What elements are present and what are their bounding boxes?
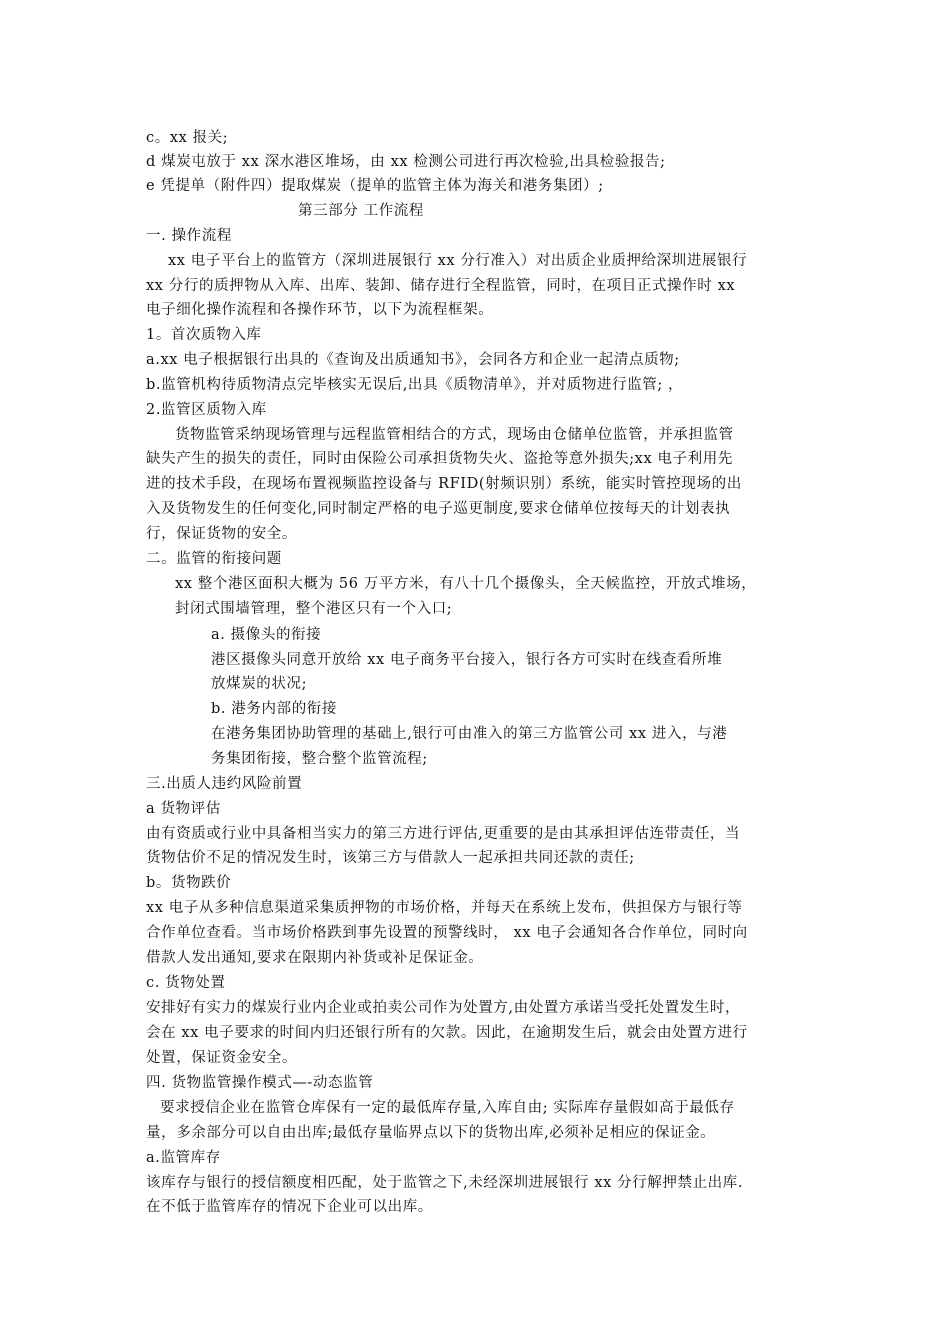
subheading-camera-link: a. 摄像头的衔接 xyxy=(211,627,322,643)
paragraph-line: xx 电子平台上的监管方（深圳进展银行 xx 分行准入）对出质企业质押给深圳进展银行 xyxy=(168,253,748,269)
paragraph-line: xx 电子从多种信息渠道采集质押物的市场价格，并每天在系统上发布，供担保方与银行等 xyxy=(146,900,743,916)
paragraph-line: 行，保证货物的安全。 xyxy=(146,526,297,542)
subheading-supervised-inventory: a.监管库存 xyxy=(146,1150,221,1166)
paragraph-line: 安排好有实力的煤炭行业内企业或拍卖公司作为处置方,由处置方承诺当受托处置发生时， xyxy=(146,1000,741,1016)
paragraph-line: 港区摄像头同意开放给 xx 电子商务平台接入，银行各方可实时在线查看所堆 xyxy=(211,652,723,668)
paragraph-line: 量，多余部分可以自由出库;最低存量临界点以下的货物出库,必须补足相应的保证金。 xyxy=(146,1125,716,1141)
paragraph-line: 货物估价不足的情况发生时，该第三方与借款人一起承担共同还款的责任; xyxy=(146,850,635,866)
heading-default-risk: 三.出质人违约风险前置 xyxy=(146,776,303,792)
subheading-disposal: c. 货物处置 xyxy=(146,975,226,991)
paragraph-line: 要求授信企业在监管仓库保有一定的最低库存量,入库自由; 实际库存量假如高于最低存 xyxy=(160,1100,735,1116)
paragraph-line: 会在 xx 电子要求的时间内归还银行所有的欠款。因此，在逾期发生后，就会由处置方进行 xyxy=(146,1025,748,1041)
paragraph-line: 缺失产生的损失的责任，同时由保险公司承担货物失火、盗抢等意外损失;xx 电子利用先 xyxy=(146,451,733,467)
subheading-price-drop: b。货物跌价 xyxy=(146,875,232,891)
heading-dynamic-supervision: 四. 货物监管操作模式—-动态监管 xyxy=(146,1075,374,1091)
section-heading: 第三部分 工作流程 xyxy=(298,203,425,219)
paragraph-line: 放煤炭的状况; xyxy=(211,676,308,692)
paragraph-line: 封闭式围墙管理，整个港区只有一个入口; xyxy=(175,601,453,617)
paragraph-line: 借款人发出通知,要求在限期内补货或补足保证金。 xyxy=(146,950,484,966)
subheading-port-link: b. 港务内部的衔接 xyxy=(211,701,337,717)
paragraph-line: 在港务集团协助管理的基础上,银行可由准入的第三方监管公司 xx 进入，与港 xyxy=(211,726,728,742)
list-item: b.监管机构待质物清点完毕核实无误后,出具《质物清单》，并对质物进行监管; ， xyxy=(146,377,684,393)
subheading-zone-storage: 2.监管区质物入库 xyxy=(146,402,267,418)
paragraph-line: 由有资质或行业中具备相当实力的第三方进行评估,更重要的是由其承担评估连带责任，当 xyxy=(146,826,741,842)
heading-operation-flow: 一. 操作流程 xyxy=(146,228,232,244)
paragraph-line: 进的技术手段，在现场布置视频监控设备与 RFID(射频识别）系统，能实时管控现场的出 xyxy=(146,476,742,492)
list-item: a.xx 电子根据银行出具的《查询及出质通知书》，会同各方和企业一起清点质物; xyxy=(146,352,680,368)
paragraph-line: 入及货物发生的任何变化,同时制定严格的电子巡更制度,要求仓储单位按每天的计划表执 xyxy=(146,501,731,517)
paragraph-line: 务集团衔接，整合整个监管流程; xyxy=(211,751,428,767)
subheading-valuation: a 货物评估 xyxy=(146,801,221,817)
heading-supervision-link: 二。监管的衔接问题 xyxy=(146,551,282,567)
paragraph-line: 处置，保证资金安全。 xyxy=(146,1050,297,1066)
paragraph-line: 电子细化操作流程和各操作环节，以下为流程框架。 xyxy=(146,302,494,318)
line-bill-of-lading: e 凭提单（附件四）提取煤炭（提单的监管主体为海关和港务集团）; xyxy=(146,178,604,194)
paragraph-line: 该库存与银行的授信额度相匹配，处于监管之下,未经深圳进展银行 xx 分行解押禁止出库. xyxy=(146,1175,744,1191)
paragraph-line: 合作单位查看。当市场价格跌到事先设置的预警线时， xx 电子会通知各合作单位，同时向 xyxy=(146,925,748,941)
paragraph-line: xx 分行的质押物从入库、出库、装卸、储存进行全程监管，同时，在项目正式操作时 xx xyxy=(146,278,736,294)
subheading-first-storage: 1。首次质物入库 xyxy=(146,327,262,343)
paragraph-line: 货物监管采纳现场管理与远程监管相结合的方式，现场由仓储单位监管，并承担监管 xyxy=(175,427,734,443)
paragraph-line: xx 整个港区面积大概为 56 万平方米，有八十几个摄像头，全天候监控，开放式堆场， xyxy=(175,576,757,592)
line-customs: c。xx 报关; xyxy=(146,130,229,146)
paragraph-line: 在不低于监管库存的情况下企业可以出库。 xyxy=(146,1199,433,1215)
line-coal-storage: d 煤炭屯放于 xx 深水港区堆场，由 xx 检测公司进行再次检验,出具检验报告; xyxy=(146,154,666,170)
